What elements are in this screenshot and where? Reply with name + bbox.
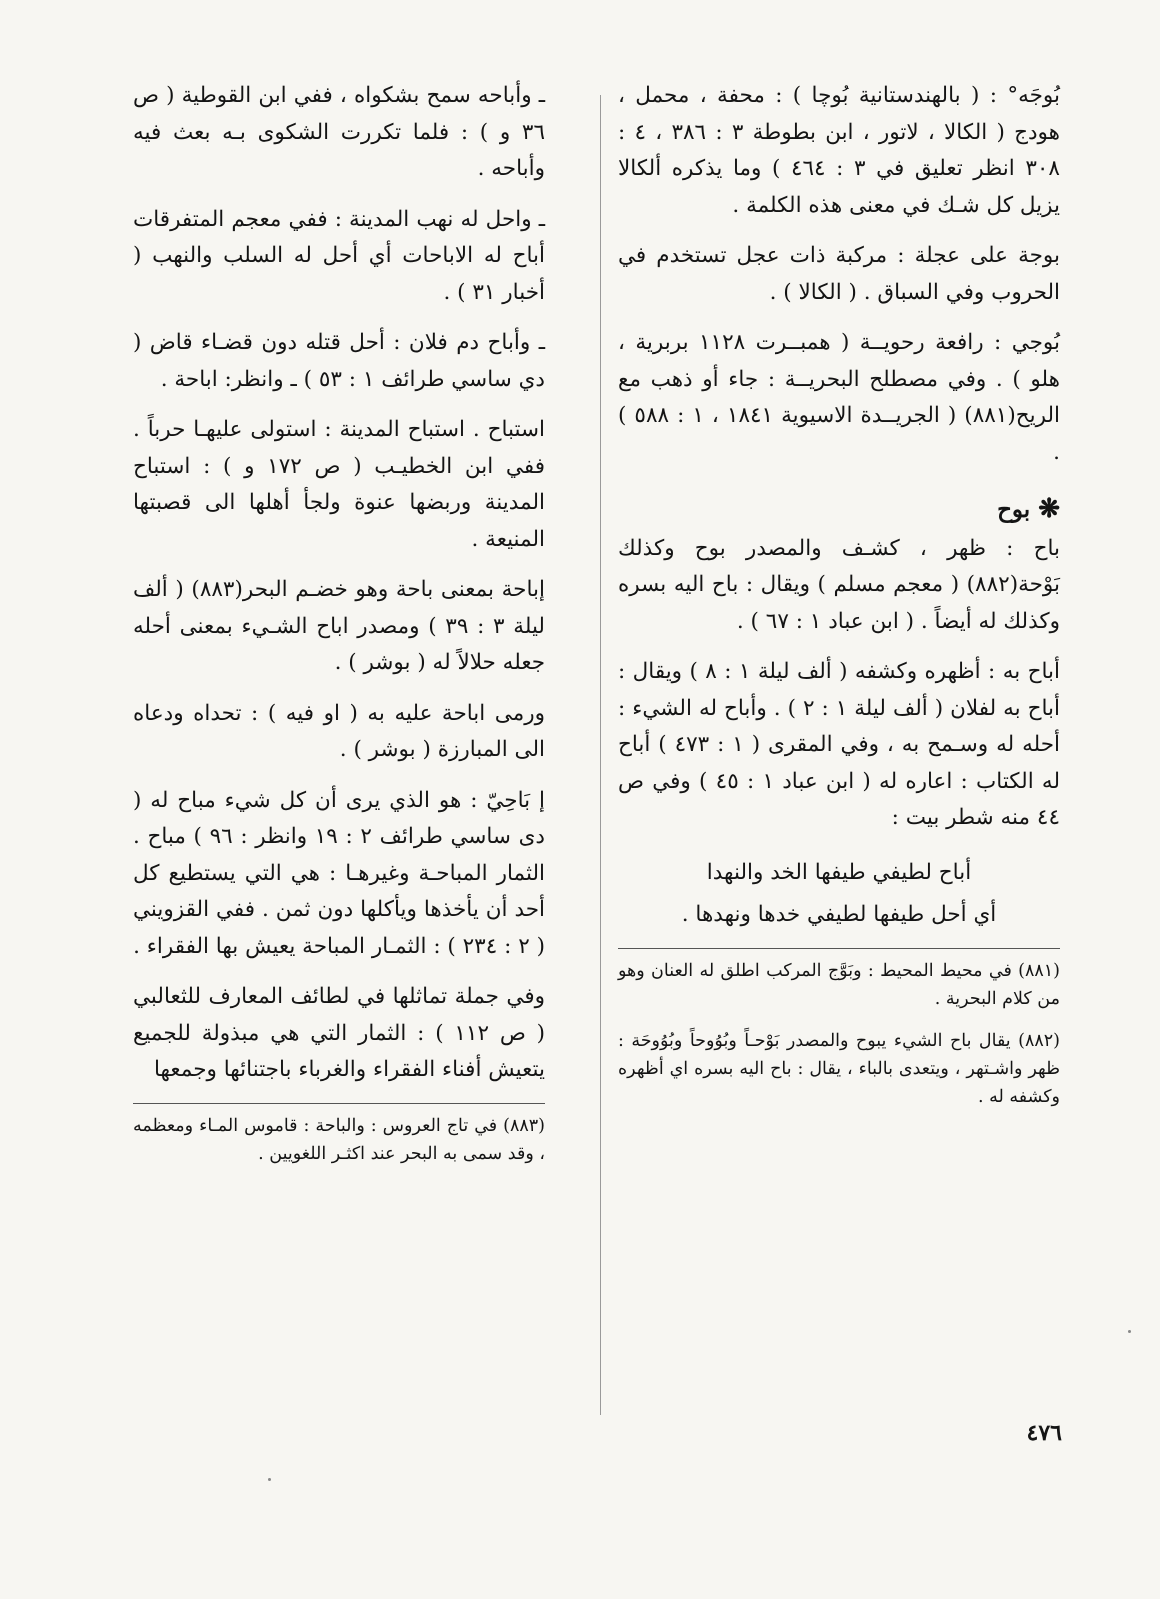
entry-abahahu: ـ وأباحه سمح بشكواه ، ففي ابن القوطية ( ص ٣٦ و ) : فلما تكررت الشكوى بـه بعث فيه وأباحه . — [133, 83, 545, 181]
page-number: ٤٧٦ — [1026, 1420, 1062, 1446]
entry-ibaha: إباحة بمعنى باحة وهو خضـم البحر(٨٨٣) ( ألف ليلة ٣ : ٣٩ ) ومصدر اباح الشـيء بمعنى أحله جعله حلالاً له ( بوشر ) . — [133, 577, 545, 675]
entry-buji: بُوجي : رافعة رحويــة ( همبــرت ١١٢٨ بربرية ، هلو ) . وفي مصطلح البحريــة : جاء أو ذهب مع الريح(٨٨١) ( الجريــدة الاسيوية ١٨٤١ ، ١ : ٥٨٨ ) . — [618, 330, 1060, 465]
entry-bujah-ala-ajala: بوجة على عجلة : مركبة ذات عجل تستخدم في الحروب وفي السباق . ( الكالا ) . — [618, 243, 1060, 305]
star-ornament-icon: ❋ — [1038, 494, 1060, 524]
entry-istabaha: استباح . استباح المدينة : استولى عليهـا حرباً . ففي ابن الخطيـب ( ص ١٧٢ و ) : استباح المدينة وربضها عنوة ولجأ أهلها الى قصبتها المنيعة . — [133, 417, 545, 552]
entry-abaha-dam: ـ وأباح دم فلان : أحل قتله دون قضـاء قاض ( دي ساسي طرائف ١ : ٥٣ ) ـ وانظر: اباحة . — [133, 330, 545, 392]
entry-jumla: وفي جملة تماثلها في لطائف المعارف للثعالبي ( ص ١١٢ ) : الثمار التي هي مبذولة للجميع يتعيش أفناء الفقراء والغرباء باجتنائها وجمعها — [133, 984, 545, 1082]
footnote-881: (٨٨١) في محيط المحيط : وبَوَّج المركب اطلق له العنان وهو من كلام البحرية . — [618, 960, 1060, 1009]
entry-abaha-bihi: أباح به : أظهره وكشفه ( ألف ليلة ١ : ٨ ) ويقال : أباح به لفلان ( ألف ليلة ١ : ٢ ) . وأباح له الشيء : أحله له وسـمح به ، وفي المقرى ( ١ : ٤٧٣ ) أباح له الكتاب : اعاره له ( ابن عباد ١ : ٤٥ ) وفي ص ٤٤ منه شطر بيت : — [618, 659, 1060, 830]
poem-line: أباح لطيفي طيفها الخد والنهدا — [706, 859, 972, 885]
poem-verse — [618, 855, 1060, 934]
poem-explanation: أي أحل طيفها لطيفي خدها ونهدها . — [681, 902, 997, 927]
entry-ibahi: إ بَاحِيّ : هو الذي يرى أن كل شيء مباح له ( دى ساسي طرائف ٢ : ١٩ وانظر : ٩٦ ) مباح . الثمار المباحـة وغيرهـا : هي التي يستطيع كل أحد أن يأخذها ويأكلها دون ثمن . ففي القزويني ( ٢ : ٢٣٤ ) : الثمـار المباحة يعيش بها الفقراء . — [133, 787, 545, 959]
entry-ahalla-nahb: ـ واحل له نهب المدينة : ففي معجم المتفرقات أباح له الاباحات أي أحل له السلب والنهب ( أخبار ٣١ ) . — [133, 206, 545, 305]
right-column — [618, 78, 1060, 1125]
entry-baha: باح : ظهر ، كشـف والمصدر بوح وكذلك بَوْحة(٨٨٢) ( معجم مسلم ) ويقال : باح اليه بسره وكذلك له أيضاً . ( ابن عباد ١ : ٦٧ ) . — [618, 535, 1060, 634]
footnote-divider — [133, 1103, 545, 1104]
scan-speck — [268, 1478, 271, 1481]
entry-rama-ibaha: ورمى اباحة عليه به ( او فيه ) : تحداه ودعاه الى المبارزة ( بوشر ) . — [133, 700, 545, 762]
root-heading — [618, 491, 1060, 529]
footnote-882: (٨٨٢) يقال باح الشيء يبوح والمصدر بَوْحـاً وبُوُوحاً وبُوُوحَة : ظهر واشـتهر ، ويتعدى بالباء ، يقال : باح اليه بسره اي أظهره وكشفه له . — [618, 1030, 1060, 1107]
column-divider — [600, 95, 601, 1415]
root-heading-text: بوح — [997, 496, 1031, 523]
entry-bujah: بُوجَه° : ( بالهندستانية بُوچا ) : محفة ، محمل ، هودج ( الكالا ، لاتور ، ابن بطوطة ٣ : ٣٨٦ ، ٤ : ٣٠٨ انظر تعليق في ٣ : ٤٦٤ ) وما يذكره ألكالا يزيل كل شـك في معنى هذه الكلمة . — [618, 83, 1061, 218]
footnote-divider — [618, 948, 1060, 949]
left-column — [133, 78, 545, 1182]
footnote-883: (٨٨٣) في تاج العروس : والباحة : قاموس المـاء ومعظمه ، وقد سمى به البحر عند اكثـر اللغويين . — [133, 1115, 545, 1164]
scan-speck — [1128, 1330, 1131, 1333]
